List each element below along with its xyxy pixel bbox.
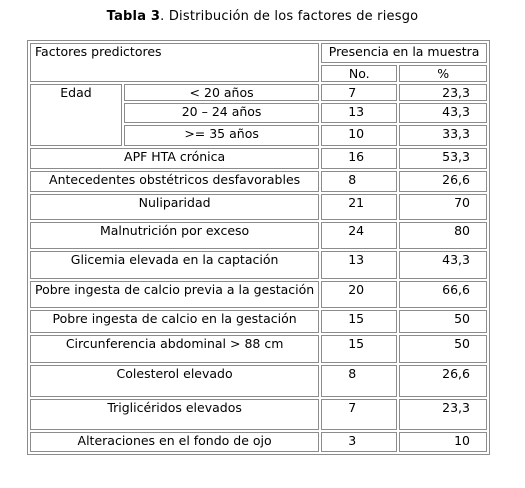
- factor-no: 24: [321, 222, 397, 249]
- factor-pct: 10: [399, 432, 487, 452]
- factor-pct: 26,6: [399, 365, 487, 397]
- header-pct: %: [399, 65, 487, 82]
- header-factors: Factores predictores: [30, 43, 319, 82]
- factor-no: 20: [321, 281, 397, 308]
- factor-no: 7: [321, 399, 397, 430]
- table-row: [30, 281, 487, 308]
- table-row: [30, 251, 487, 279]
- table-row: [30, 171, 487, 192]
- age-pct: 23,3: [399, 84, 487, 101]
- factor-name: Pobre ingesta de calcio en la gestación: [30, 310, 319, 333]
- factor-name: Triglicéridos elevados: [30, 399, 319, 430]
- factor-name: Pobre ingesta de calcio previa a la gestación: [30, 281, 319, 308]
- table-row: [30, 84, 487, 101]
- caption-text: . Distribución de los factores de riesgo: [160, 9, 419, 24]
- header-presence: Presencia en la muestra: [321, 43, 487, 63]
- age-range: 20 – 24 años: [124, 103, 319, 123]
- age-pct: 43,3: [399, 103, 487, 123]
- risk-factors-table: [27, 40, 490, 455]
- table-row: [30, 222, 487, 249]
- table-row: [30, 432, 487, 452]
- factor-no: 21: [321, 194, 397, 220]
- age-no: 7: [321, 84, 397, 101]
- factor-name: Antecedentes obstétricos desfavorables: [30, 171, 319, 192]
- factor-pct: 53,3: [399, 148, 487, 169]
- table-row: [30, 365, 487, 397]
- caption-label: Tabla 3: [106, 9, 161, 24]
- factor-no: 16: [321, 148, 397, 169]
- table-row: [30, 194, 487, 220]
- age-pct: 33,3: [399, 125, 487, 146]
- age-label: Edad: [30, 84, 122, 146]
- factor-name: APF HTA crónica: [30, 148, 319, 169]
- factor-no: 15: [321, 310, 397, 333]
- factor-pct: 26,6: [399, 171, 487, 192]
- factor-pct: 23,3: [399, 399, 487, 430]
- header-no: No.: [321, 65, 397, 82]
- factor-no: 8: [321, 365, 397, 397]
- factor-name: Circunferencia abdominal > 88 cm: [30, 335, 319, 363]
- factor-pct: 70: [399, 194, 487, 220]
- factor-pct: 50: [399, 335, 487, 363]
- factor-pct: 50: [399, 310, 487, 333]
- factor-no: 8: [321, 171, 397, 192]
- age-range: >= 35 años: [124, 125, 319, 146]
- age-range: < 20 años: [124, 84, 319, 101]
- factor-name: Colesterol elevado: [30, 365, 319, 397]
- factor-name: Nuliparidad: [30, 194, 319, 220]
- table-row: [30, 335, 487, 363]
- factor-name: Malnutrición por exceso: [30, 222, 319, 249]
- table-row: [30, 310, 487, 333]
- factor-no: 3: [321, 432, 397, 452]
- factor-name: Alteraciones en el fondo de ojo: [30, 432, 319, 452]
- table-caption: [0, 9, 525, 24]
- age-no: 13: [321, 103, 397, 123]
- factor-no: 15: [321, 335, 397, 363]
- factor-pct: 80: [399, 222, 487, 249]
- factor-pct: 43,3: [399, 251, 487, 279]
- table-row: [30, 399, 487, 430]
- factor-pct: 66,6: [399, 281, 487, 308]
- factor-no: 13: [321, 251, 397, 279]
- factor-name: Glicemia elevada en la captación: [30, 251, 319, 279]
- table-row: [30, 148, 487, 169]
- age-no: 10: [321, 125, 397, 146]
